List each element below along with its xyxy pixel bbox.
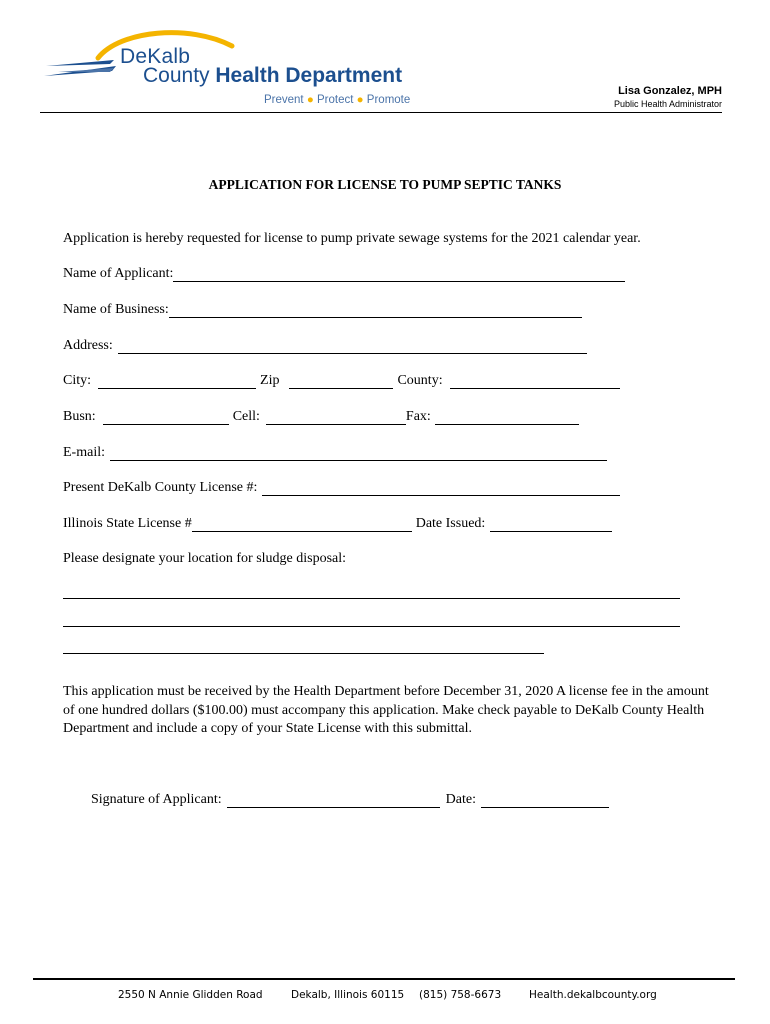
admin-title: Public Health Administrator [613, 99, 722, 109]
dekalb-license-label: Present DeKalb County License #: [63, 480, 258, 495]
business-label: Name of Business: [63, 302, 169, 317]
fax-label: Fax: [405, 409, 431, 424]
city-field[interactable] [98, 376, 256, 389]
phone-row [63, 409, 579, 425]
footer-phone: (815) 758-6673 [419, 989, 502, 1001]
busn-label: Busn: [63, 409, 96, 424]
logo-text-department: County Health Department [143, 64, 403, 87]
state-license-field[interactable] [192, 519, 412, 532]
email-label: E-mail: [63, 445, 105, 460]
address-label: Address: [63, 338, 113, 353]
sludge-label: Please designate your location for sludge disposal: [63, 551, 347, 566]
signature-label: Signature of Applicant: [91, 792, 222, 807]
date-issued-label: Date Issued: [415, 516, 486, 531]
header-divider [40, 112, 722, 113]
busn-field[interactable] [103, 412, 229, 425]
county-label: County: [397, 373, 443, 388]
email-row [63, 445, 607, 461]
signature-field[interactable] [227, 795, 440, 808]
signature-date-field[interactable] [481, 795, 609, 808]
zip-field[interactable] [289, 376, 393, 389]
business-field[interactable] [169, 305, 582, 318]
fee-notice: This application must be received by the Health Department before December 31, 2020 A license fee in the amount of one hundred dollars ($100.00) must accompany this application. Make check payable to DeKalb County Health Department and include a copy of your State License with this submittal. [63, 684, 709, 736]
intro-text: Application is hereby requested for license to pump private sewage systems for the 2021 calendar year. [63, 231, 641, 246]
applicant-label: Name of Applicant: [63, 266, 174, 281]
state-license-row [63, 516, 612, 532]
address-field[interactable] [118, 341, 587, 354]
footer-address: 2550 N Annie Glidden Road [118, 989, 263, 1001]
sludge-line-3[interactable] [63, 653, 544, 654]
admin-name: Lisa Gonzalez, MPH [618, 85, 722, 97]
applicant-field[interactable] [173, 269, 625, 282]
footer-divider [33, 978, 735, 980]
cell-label: Cell: [232, 409, 260, 424]
fax-field[interactable] [435, 412, 579, 425]
sludge-line-2[interactable] [63, 626, 680, 627]
date-issued-field[interactable] [490, 519, 612, 532]
dekalb-license-field[interactable] [262, 483, 620, 496]
signature-row [91, 792, 609, 808]
county-field[interactable] [450, 376, 620, 389]
applicant-row [63, 266, 625, 282]
zip-label: Zip [260, 373, 280, 388]
logo-text-dekalb: DeKalb [120, 45, 191, 68]
email-field[interactable] [110, 448, 607, 461]
sludge-line-1[interactable] [63, 598, 680, 599]
business-row [63, 302, 582, 318]
logo-tagline: Prevent ● Protect ● Promote [264, 94, 411, 106]
sludge-row [63, 551, 346, 567]
state-license-label: Illinois State License # [63, 516, 192, 531]
footer-city: Dekalb, Illinois 60115 [291, 989, 405, 1001]
address-row [63, 338, 587, 354]
footer-website: Health.dekalbcounty.org [529, 989, 657, 1001]
city-row [63, 373, 620, 389]
form-title: APPLICATION FOR LICENSE TO PUMP SEPTIC TANKS [208, 177, 562, 192]
dekalb-license-row [63, 480, 620, 496]
city-label: City: [63, 373, 92, 388]
signature-date-label: Date: [445, 792, 476, 807]
cell-field[interactable] [266, 412, 406, 425]
